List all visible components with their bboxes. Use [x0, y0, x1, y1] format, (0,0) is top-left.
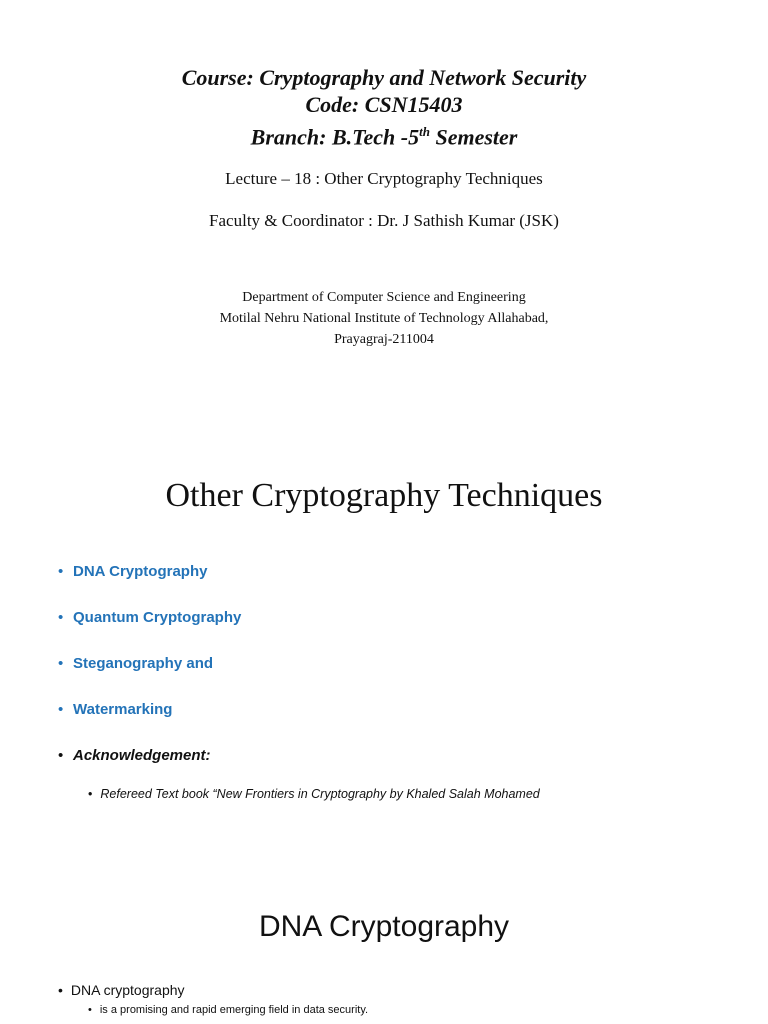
- branch-prefix: Branch: B.Tech -5: [250, 124, 420, 150]
- list-item: [58, 744, 241, 790]
- list-item: [58, 982, 185, 998]
- course-heading: [0, 64, 768, 150]
- bullet-text: Watermarking: [73, 701, 173, 718]
- bullet-icon: •: [58, 701, 64, 718]
- bullet-icon: •: [58, 563, 64, 580]
- branch-line: [0, 118, 768, 150]
- department-block: [0, 287, 768, 350]
- course-line: Course: Cryptography and Network Security: [181, 65, 587, 90]
- department-name: Department of Computer Science and Engineering: [242, 290, 526, 305]
- acknowledgement-label: Acknowledgement:: [73, 747, 211, 764]
- sub-bullet-text: is a promising and rapid emerging field in data security.: [99, 1004, 369, 1016]
- list-item: [58, 698, 241, 744]
- branch-suffix: Semester: [429, 124, 518, 150]
- institute-location: Prayagraj-211004: [334, 332, 434, 347]
- bullet-icon: •: [88, 787, 93, 801]
- institute-name: Motilal Nehru National Institute of Technology Allahabad,: [219, 311, 549, 326]
- contents-slide: [0, 430, 768, 840]
- faculty-line: Faculty & Coordinator : Dr. J Sathish Kumar (JSK): [209, 211, 559, 230]
- reference-text: Refereed Text book “New Frontiers in Cryptography by Khaled Salah Mohamed: [100, 787, 540, 801]
- bullet-text: Steganography and: [73, 655, 214, 672]
- title-slide: [0, 0, 768, 410]
- bullet-icon: •: [58, 747, 64, 764]
- acknowledgement-reference: [88, 787, 540, 801]
- sub-list-item: [88, 1004, 368, 1016]
- bullet-text: DNA Cryptography: [73, 563, 208, 580]
- dna-slide: [0, 860, 768, 1024]
- bullet-list: [58, 560, 241, 790]
- bullet-text: DNA cryptography: [70, 982, 185, 998]
- bullet-icon: •: [58, 655, 64, 672]
- code-line: Code: CSN15403: [305, 92, 463, 117]
- bullet-text: Quantum Cryptography: [73, 609, 242, 626]
- list-item: [58, 652, 241, 698]
- branch-superscript: th: [419, 124, 430, 139]
- list-item: [58, 606, 241, 652]
- slide-title: Other Cryptography Techniques: [165, 477, 603, 514]
- bullet-icon: •: [58, 609, 64, 626]
- bullet-icon: •: [88, 1004, 92, 1016]
- list-item: [58, 560, 241, 606]
- lecture-title: Lecture – 18 : Other Cryptography Techniques: [225, 169, 543, 188]
- bullet-icon: •: [58, 982, 63, 998]
- slide-title: DNA Cryptography: [258, 910, 510, 943]
